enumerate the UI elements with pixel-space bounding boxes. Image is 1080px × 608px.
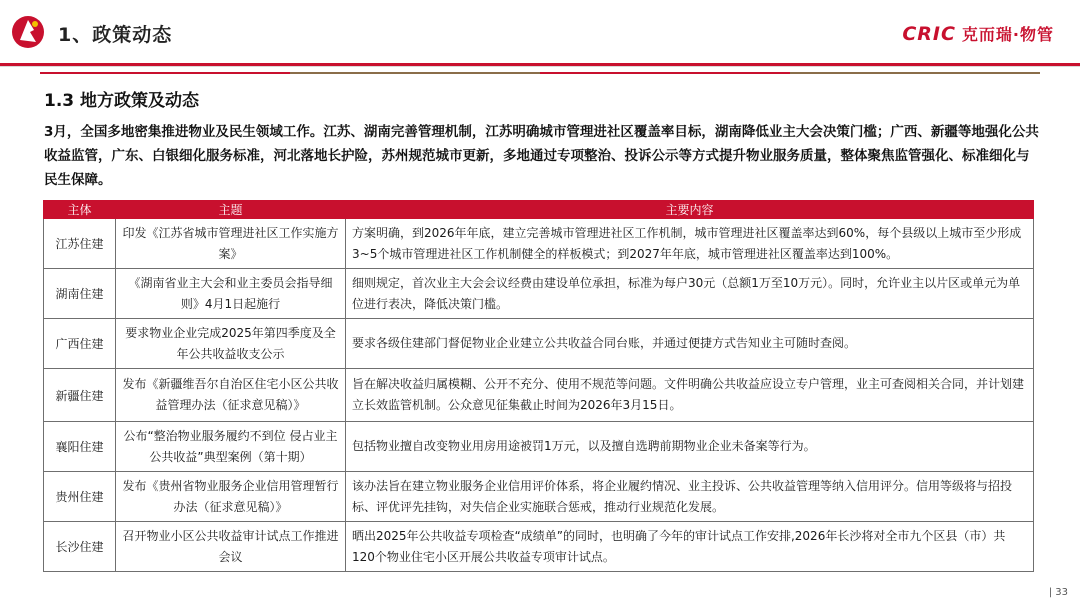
row-topic: 发布《新疆维吾尔自治区住宅小区公共收益管理办法（征求意见稿）》 [116, 369, 346, 422]
row-subject: 湖南住建 [44, 269, 116, 319]
slide-header [0, 0, 1080, 64]
row-topic: 发布《贵州省物业服务企业信用管理暂行办法（征求意见稿）》 [116, 472, 346, 522]
row-content: 晒出2025年公共收益专项检查“成绩单”的同时，也明确了今年的审计试点工作安排,2026年长沙将对全市九个区县（市）共120个物业住宅小区开展公共收益专项审计试点。 [346, 522, 1034, 572]
row-topic: 要求物业企业完成2025年第四季度及全年公共收益收支公示 [116, 319, 346, 369]
row-topic: 《湖南省业主大会和业主委员会指导细则》4月1日起施行 [116, 269, 346, 319]
table-row [44, 319, 1034, 369]
row-subject: 新疆住建 [44, 369, 116, 422]
header-content: 主要内容 [346, 201, 1034, 219]
row-content: 方案明确，到2026年年底，建立完善城市管理进社区工作机制，城市管理进社区覆盖率达到60%，每个县级以上城市至少形成3~5个城市管理进社区工作机制健全的样板模式；到2027年年底，城市管理进社区覆盖率达到100%。 [346, 219, 1034, 269]
row-subject: 襄阳住建 [44, 422, 116, 472]
row-subject: 广西住建 [44, 319, 116, 369]
row-content: 要求各级住建部门督促物业企业建立公共收益合同台账，并通过便捷方式告知业主可随时查阅。 [346, 319, 1034, 369]
row-subject: 长沙住建 [44, 522, 116, 572]
row-topic: 召开物业小区公共收益审计试点工作推进会议 [116, 522, 346, 572]
summary-paragraph: 3月，全国多地密集推进物业及民生领域工作。江苏、湖南完善管理机制，江苏明确城市管理进社区覆盖率目标，湖南降低业主大会决策门槛；广西、新疆等地强化公共收益监管，广东、白银细化服务标准，河北落地长护险，苏州规范城市更新，多地通过专项整治、投诉公示等方式提升物业服务质量，整体聚焦监管强化、标准细化与民生保障。 [44, 124, 1039, 188]
table-row [44, 219, 1034, 269]
section-title: 1、政策动态 [58, 24, 173, 46]
decorative-stripe [40, 72, 1040, 74]
row-subject: 江苏住建 [44, 219, 116, 269]
table-header-row [44, 201, 1034, 219]
table-row [44, 522, 1034, 572]
policy-table [43, 200, 1034, 572]
row-content: 旨在解决收益归属模糊、公开不充分、使用不规范等问题。文件明确公共收益应设立专户管理，业主可查阅相关合同，并计划建立长效监管机制。公众意见征集截止时间为2026年3月15日。 [346, 369, 1034, 422]
page-subtitle: 1.3 地方政策及动态 [44, 91, 200, 111]
table-row [44, 369, 1034, 422]
brand-name-text: 克而瑞·物管 [961, 25, 1054, 44]
brand-logo-icon [10, 12, 46, 52]
row-topic: 印发《江苏省城市管理进社区工作实施方案》 [116, 219, 346, 269]
header-divider-gray [0, 66, 1080, 67]
table-row [44, 472, 1034, 522]
brand-logo [902, 22, 1054, 45]
page-number: | 33 [1048, 587, 1068, 598]
brand-cric-text: CRIC [902, 22, 956, 45]
header-topic: 主题 [116, 201, 346, 219]
row-topic: 公布“整治物业服务履约不到位 侵占业主公共收益”典型案例（第十期） [116, 422, 346, 472]
table-row [44, 422, 1034, 472]
row-content: 细则规定，首次业主大会会议经费由建设单位承担，标准为每户30元（总额1万至10万元）。同时，允许业主以片区或单元为单位进行表决，降低决策门槛。 [346, 269, 1034, 319]
header-subject: 主体 [44, 201, 116, 219]
row-content: 包括物业擅自改变物业用房用途被罚1万元，以及擅自选聘前期物业企业未备案等行为。 [346, 422, 1034, 472]
row-subject: 贵州住建 [44, 472, 116, 522]
table-row [44, 269, 1034, 319]
row-content: 该办法旨在建立物业服务企业信用评价体系，将企业履约情况、业主投诉、公共收益管理等纳入信用评分。信用等级将与招投标、评优评先挂钩，对失信企业实施联合惩戒，推动行业规范化发展。 [346, 472, 1034, 522]
